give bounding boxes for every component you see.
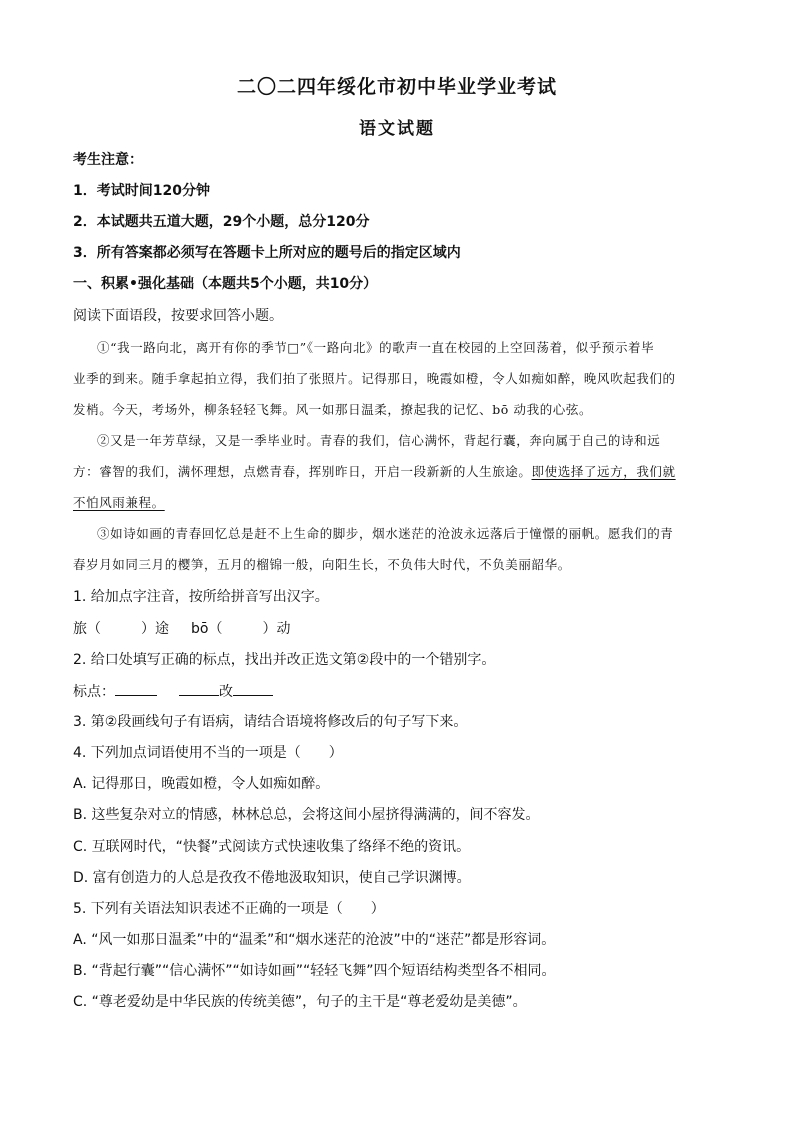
q4-option-c[interactable]: C. 互联网时代，“快餐”式阅读方式快速收集了络绎不绝的资讯。 (73, 839, 471, 855)
notice-label: 考生注意： (73, 152, 143, 168)
notice-item-1: 1．考试时间120分钟 (73, 183, 210, 199)
passage-p1-line1: ①“我一路向北，离开有你的季节□”《一路向北》的歌声一直在校园的上空回荡着，似乎预示着毕 (97, 340, 655, 355)
question-1: 1. 给加点字注音，按所给拼音写出汉字。 (73, 589, 329, 605)
section-instruction: 阅读下面语段，按要求回答小题。 (73, 308, 283, 324)
q1-pinyin-prefix: bō（ (191, 621, 223, 637)
question-3: 3. 第②段画线句子有语病，请结合语境将修改后的句子写下来。 (73, 714, 468, 730)
q2-punctuation-blank[interactable] (115, 681, 157, 696)
q2-punctuation-label: 标点： (73, 684, 115, 700)
exam-title: 二〇二四年绥化市初中毕业学业考试 (236, 76, 557, 98)
passage-underlined-sentence-part1: 即使选择了远方，我们就 (531, 464, 676, 479)
passage-p1-line2: 业季的到来。随手拿起拍立得，我们拍了张照片。记得那日，晚霞如橙，令人如痴如醉，晚风吹起我们的 (73, 371, 676, 386)
question-4: 4. 下列加点词语使用不当的一项是（ ） (73, 745, 343, 761)
passage-underlined-sentence-part2: 不怕风雨兼程。 (73, 495, 165, 510)
section-heading: 一、积累•强化基础（本题共5个小题，共10分） (73, 276, 378, 292)
question-2-answers (73, 681, 724, 702)
passage-p2-line2 (73, 462, 724, 482)
notice-item-3: 3．所有答案都必须写在答题卡上所对应的题号后的指定区域内 (73, 245, 461, 261)
q2-correct-char-blank[interactable] (233, 681, 273, 696)
passage-p2-line3 (73, 493, 724, 513)
q4-option-a[interactable]: A. 记得那日，晚霞如橙，令人如痴如醉。 (73, 776, 330, 792)
q2-change-label: 改 (219, 684, 233, 700)
q1-char-prefix: 旅（ (73, 621, 101, 637)
q5-option-c[interactable]: C. “尊老爱幼是中华民族的传统美德”，句子的主干是“尊老爱幼是美德”。 (73, 994, 527, 1010)
q1-pinyin-suffix: ）动 (262, 621, 291, 637)
q4-option-b[interactable]: B. 这些复杂对立的情感，林林总总，会将这间小屋挤得满满的，间不容发。 (73, 807, 540, 823)
q5-option-b[interactable]: B. “背起行囊”“信心满怀”“如诗如画”“轻轻飞舞”四个短语结构类型各不相同。 (73, 963, 556, 979)
passage-p3-line1: ③如诗如画的青春回忆总是赶不上生命的脚步，烟水迷茫的沧波永远落后于憧憬的丽帆。愿我们的青 (97, 526, 674, 541)
passage-p1-line3: 发梢。今天，考场外，柳条轻轻飞舞。风一如那日温柔，撩起我的记忆、bō 动我的心弦。 (73, 402, 593, 417)
exam-subtitle: 语文试题 (359, 119, 435, 139)
question-5: 5. 下列有关语法知识表述不正确的一项是（ ） (73, 901, 385, 917)
question-2: 2. 给口处填写正确的标点，找出并改正选文第②段中的一个错别字。 (73, 652, 496, 668)
notice-item-2: 2．本试题共五道大题，29个小题，总分120分 (73, 214, 370, 230)
q5-option-a[interactable]: A. “风一如那日温柔”中的“温柔”和“烟水迷茫的沧波”中的“迷茫”都是形容词。 (73, 932, 556, 948)
q1-char-suffix: ）途 (141, 621, 169, 637)
passage-p2-line1: ②又是一年芳草绿，又是一季毕业时。青春的我们，信心满怀，背起行囊，奔向属于自己的诗和远 (97, 433, 661, 448)
passage-p2-line2-text: 方：睿智的我们，满怀理想，点燃青春，挥别昨日，开启一段新新的人生旅途。 (73, 464, 532, 479)
q2-wrong-char-blank[interactable] (179, 681, 219, 696)
q4-option-d[interactable]: D. 富有创造力的人总是孜孜不倦地汲取知识，使自己学识渊博。 (73, 870, 471, 886)
passage-p3-line2: 春岁月如同三月的樱笋，五月的榴锦一般，向阳生长，不负伟大时代，不负美丽韶华。 (73, 557, 571, 572)
question-1-answers (73, 619, 724, 639)
